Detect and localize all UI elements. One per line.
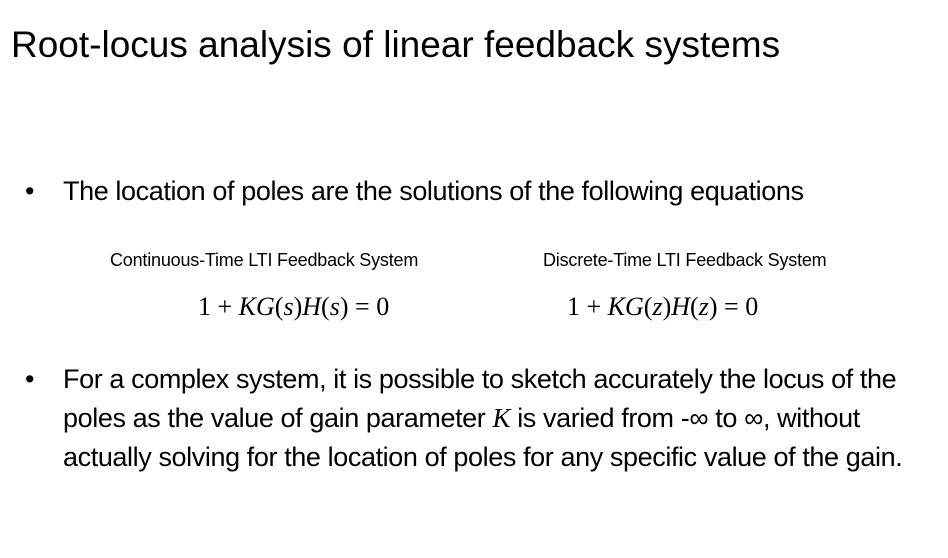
bullet-text-poles: The location of poles are the solutions of the following equations xyxy=(63,176,804,206)
bullet-marker: • xyxy=(25,364,35,394)
discrete-equation-text: 1 + KG(z)H(z) = 0 xyxy=(567,292,759,321)
continuous-equation-text: 1 + KG(s)H(s) = 0 xyxy=(198,292,390,321)
continuous-equation xyxy=(198,290,389,324)
bullet-text-sketch xyxy=(63,360,933,477)
bullet-marker: • xyxy=(25,176,35,206)
continuous-system-label: Continuous-Time LTI Feedback System xyxy=(110,250,419,270)
slide-title: Root-locus analysis of linear feedback systems xyxy=(11,24,781,65)
gain-symbol-k: K xyxy=(492,403,511,433)
sketch-text-start: For a complex system, it is possible to sketch accurately the locus of the poles as the value of gain parameter xyxy=(63,364,897,433)
discrete-equation xyxy=(567,290,758,324)
discrete-system-label: Discrete-Time LTI Feedback System xyxy=(543,250,827,270)
sketch-text-end: is varied from -∞ to ∞, without actually solving for the location of poles for any specific value of the gain. xyxy=(63,403,903,472)
